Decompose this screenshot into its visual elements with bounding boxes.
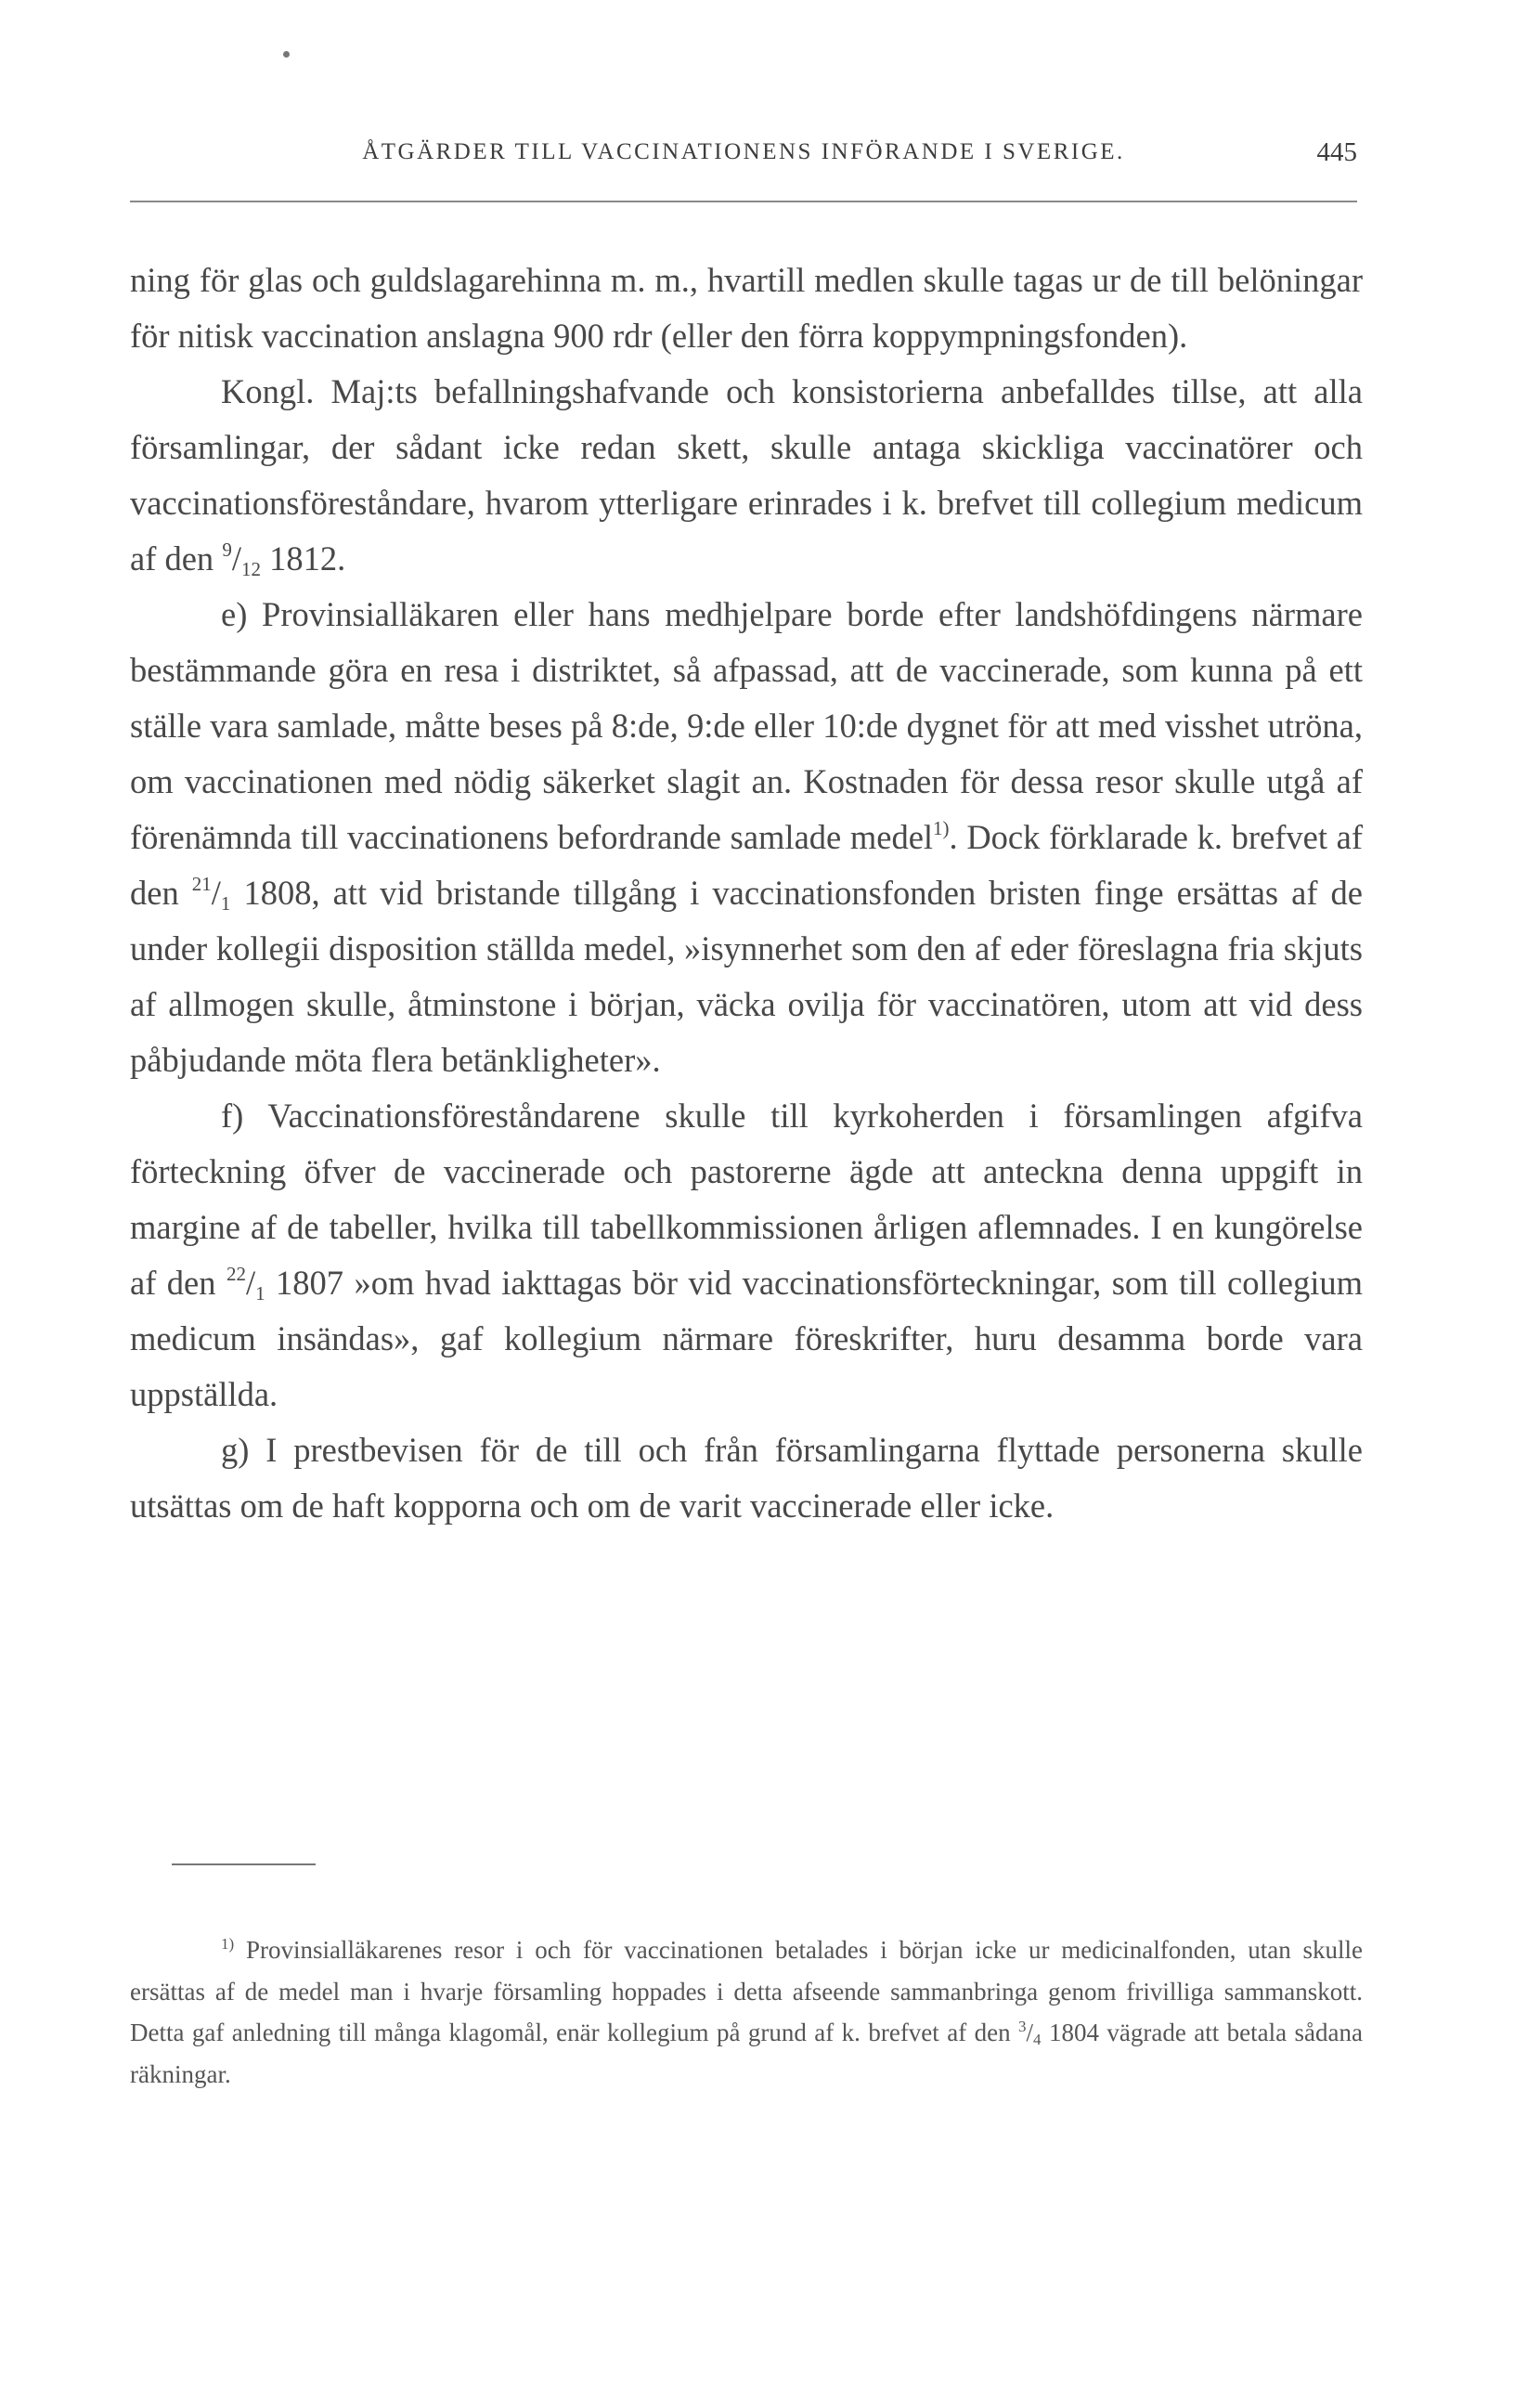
paragraph-e (130, 587, 1363, 1088)
page-number: 445 (1316, 137, 1357, 167)
fraction-slash: / (231, 539, 241, 578)
page-mark-dot (283, 51, 290, 58)
paragraph-text: 1807 »om hvad iakttagas bör vid vaccinationsförteckningar, som till collegium medicum insändas», gaf kollegium närmare föreskrifter, huru desamma borde vara uppställda. (130, 1264, 1363, 1413)
running-title: ÅTGÄRDER TILL VACCINATIONENS INFÖRANDE I SVERIGE. (362, 139, 1125, 164)
body-text (130, 253, 1363, 1534)
fraction-slash: / (245, 1264, 256, 1302)
date-month: 4 (1033, 2031, 1042, 2048)
fraction-slash: / (1026, 2019, 1034, 2046)
running-head (130, 139, 1357, 176)
footnote-text: Provinsialläkarenes resor i och för vaccinationen betalades i början icke ur medicinalfonden, utan skulle ersättas af de medel man i hvarje församling hoppades i detta afseende sammanbringa genom frivilliga sammanskott. Detta gaf anledning till många klagomål, enär kollegium på grund af k. brefvet af den (130, 1936, 1363, 2046)
date-day: 9 (222, 539, 232, 561)
paragraph-text: . Dock förklarade k. brefvet af den (130, 818, 1363, 912)
footnote-text: 1804 vägrade att betala sådana räkningar. (130, 2019, 1364, 2088)
paragraph-continued: ning för glas och guldslagarehinna m. m., hvartill medlen skulle tagas ur de till belöningar för nitisk vaccination anslagna 900 rdr (eller den förra koppympningsfonden). (130, 261, 1363, 355)
paragraph-text: e) Provinsialläkaren eller hans medhjelpare borde efter landshöfdingens närmare bestämmande göra en resa i distriktet, så afpassad, att de vaccinerade, som kunna på ett ställe vara samlade, måtte beses på 8:de, 9:de eller 10:de dygnet för att med visshet utröna, om vaccinationen med nödig säkerket slagit an. Kostnaden för dessa resor skulle utgå af förenämnda till vaccinationens befordrande samlade medel (130, 595, 1363, 856)
paragraph-g: g) I prestbevisen för de till och från församlingarna flyttade personerna skulle utsättas om de haft kopporna och om de varit vaccinerade eller icke. (130, 1431, 1363, 1525)
date-day: 3 (1018, 2018, 1027, 2035)
date-day: 22 (226, 1263, 246, 1285)
date-month: 1 (220, 892, 231, 915)
footnote (130, 1929, 1363, 2095)
header-rule (130, 201, 1357, 202)
fraction-slash: / (211, 874, 221, 912)
paragraph-kongl (130, 364, 1363, 587)
footnote-mark: 1) (221, 1935, 235, 1953)
date-month: 12 (240, 558, 261, 580)
footnote-rule (172, 1863, 316, 1865)
date-year: 1812. (260, 539, 346, 578)
paragraph-text: 1808, att vid bristande tillgång i vaccinationsfonden bristen finge ersättas af de under kollegii disposition ställda medel, »isynnerhet som den af eder föreslagna fria skjuts af allmogen skulle, åtminstone i början, väcka ovilja för vaccinatören, utom att vid dess påbjudande möta flera betänkligheter». (130, 874, 1363, 1079)
paragraph-text: Kongl. Maj:ts befallningshafvande och konsistorierna anbefalldes tillse, att alla församlingar, der sådant icke redan skett, skulle antaga skickliga vaccinatörer och vaccinationsföreståndare, hvarom ytterligare erinrades i k. brefvet till collegium medicum af den (130, 372, 1363, 578)
footnote-reference[interactable]: 1) (933, 817, 950, 839)
date-month: 1 (255, 1282, 265, 1305)
paragraph-text: f) Vaccinationsföreståndarene skulle till kyrkoherden i församlingen afgifva förteckning öfver de vaccinerade och pastorerne ägde att anteckna denna uppgift in margine af de tabeller, hvilka till tabellkommissionen årligen aflemnades. I en kungörelse af den (130, 1097, 1363, 1302)
date-day: 21 (191, 873, 212, 895)
paragraph-f (130, 1088, 1363, 1422)
